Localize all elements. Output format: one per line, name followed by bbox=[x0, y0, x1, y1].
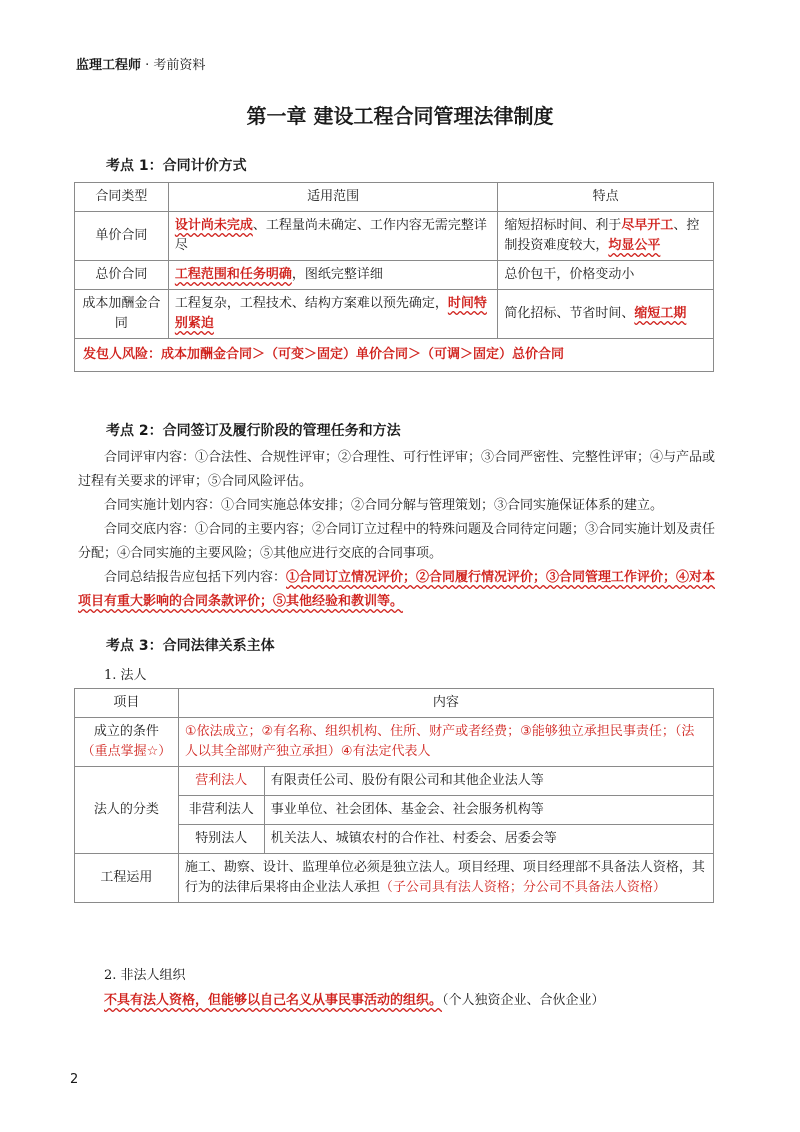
row-scope bbox=[168, 261, 497, 290]
paragraph-highlight: ①合同订立情况评价；②合同履行情况评价；③合同管理工作评价；④对本项目有重大影响的合同条款评价；⑤其他经验和教训等。 bbox=[78, 570, 716, 609]
header-main: 监理工程师 bbox=[76, 58, 142, 73]
non-legal-desc bbox=[104, 990, 724, 1012]
scope-text: 工程复杂，工程技术、结构方案难以预先确定， bbox=[174, 296, 448, 311]
category-name: 非营利法人 bbox=[178, 796, 264, 825]
feature-highlight: 均显公平 bbox=[608, 238, 661, 253]
row-type: 总价合同 bbox=[75, 261, 169, 290]
col-header-scope: 适用范围 bbox=[168, 183, 497, 212]
header-sep: · bbox=[141, 58, 154, 73]
section3-heading: 考点 3：合同法律关系主体 bbox=[106, 638, 275, 654]
scope-highlight: 工程范围和任务明确 bbox=[174, 267, 292, 282]
table-row bbox=[75, 854, 714, 903]
application-highlight: （子公司具有法人资格；分公司不具备法人资格） bbox=[379, 880, 666, 895]
application-content bbox=[178, 854, 713, 903]
subheading-non-legal: 2. 非法人组织 bbox=[104, 968, 186, 983]
application-label: 工程运用 bbox=[75, 854, 179, 903]
risk-note: 发包人风险：成本加酬金合同＞（可变＞固定）单价合同＞（可调＞固定）总价合同 bbox=[75, 339, 714, 372]
table-row bbox=[75, 290, 714, 339]
col-header-item: 项目 bbox=[75, 689, 179, 718]
category-name: 特别法人 bbox=[178, 825, 264, 854]
section2-body bbox=[78, 446, 718, 614]
establish-label-cell bbox=[75, 718, 179, 767]
non-legal-highlight: 不具有法人资格，但能够以自己名义从事民事活动的组织。 bbox=[104, 993, 443, 1008]
table-row bbox=[75, 767, 714, 796]
scope-text: 、工程量尚未确定、工作内容无需完整详尽 bbox=[174, 218, 487, 253]
application-text: 施工、勘察、设计、监理单位必须是独立法人。项目经理、项目经理部不具备法人资格，其行为的法律后果将由企业法人承担 bbox=[184, 860, 705, 895]
col-header-type: 合同类型 bbox=[75, 183, 169, 212]
col-header-content: 内容 bbox=[178, 689, 713, 718]
pricing-table-header bbox=[75, 183, 714, 212]
pricing-table bbox=[74, 182, 714, 372]
chapter-title: 第一章 建设工程合同管理法律制度 bbox=[246, 104, 554, 128]
row-type: 单价合同 bbox=[75, 212, 169, 261]
row-type: 成本加酬金合同 bbox=[75, 290, 169, 339]
category-label: 法人的分类 bbox=[75, 767, 179, 854]
row-scope bbox=[168, 212, 497, 261]
section2-heading: 考点 2：合同签订及履行阶段的管理任务和方法 bbox=[106, 423, 401, 439]
paragraph: 合同评审内容：①合法性、合规性评审；②合理性、可行性评审；③合同严密性、完整性评审；④与产品或过程有关要求的评审；⑤合同风险评估。 bbox=[78, 450, 716, 489]
table-row bbox=[75, 718, 714, 767]
scope-text: ，图纸完整详细 bbox=[291, 267, 383, 282]
establish-label: 成立的条件 bbox=[93, 724, 159, 739]
category-desc: 事业单位、社会团体、基金会、社会服务机构等 bbox=[264, 796, 713, 825]
non-legal-text: （个人独资企业、合伙企业） bbox=[442, 993, 605, 1008]
feature-text: 简化招标、节省时间、 bbox=[504, 306, 635, 321]
category-desc: 有限责任公司、股份有限公司和其他企业法人等 bbox=[264, 767, 713, 796]
section1-heading: 考点 1：合同计价方式 bbox=[106, 158, 247, 174]
feature-text: 、控制投资难度较大， bbox=[504, 218, 700, 253]
establish-content: ①依法成立；②有名称、组织机构、住所、财产或者经费；③能够独立承担民事责任；（法人以其全部财产独立承担）④有法定代表人 bbox=[178, 718, 713, 767]
paragraph-text: 合同总结报告应包括下列内容： bbox=[104, 570, 287, 585]
feature-highlight: 缩短工期 bbox=[634, 306, 687, 321]
category-desc: 机关法人、城镇农村的合作社、村委会、居委会等 bbox=[264, 825, 713, 854]
page-number: 2 bbox=[70, 1072, 79, 1087]
establish-label-note: （重点掌握☆） bbox=[81, 744, 172, 759]
scope-highlight: 设计尚未完成 bbox=[174, 218, 253, 233]
legal-table-header bbox=[75, 689, 714, 718]
paragraph bbox=[78, 566, 718, 614]
subheading-legal-person: 1. 法人 bbox=[104, 668, 147, 683]
col-header-feature: 特点 bbox=[498, 183, 714, 212]
risk-note-row bbox=[75, 339, 714, 372]
table-row bbox=[75, 212, 714, 261]
legal-person-table bbox=[74, 688, 714, 903]
table-row bbox=[75, 261, 714, 290]
row-scope bbox=[168, 290, 497, 339]
feature-highlight: 尽早开工 bbox=[621, 218, 674, 233]
header-sub: 考前资料 bbox=[153, 58, 206, 73]
row-feature: 总价包干，价格变动小 bbox=[498, 261, 714, 290]
feature-text: 缩短招标时间、利于 bbox=[504, 218, 622, 233]
category-name: 营利法人 bbox=[178, 767, 264, 796]
paragraph: 合同实施计划内容：①合同实施总体安排；②合同分解与管理策划；③合同实施保证体系的建立。 bbox=[104, 498, 664, 513]
page-header bbox=[76, 54, 205, 73]
scope-highlight: 时间特别紧迫 bbox=[174, 296, 487, 331]
row-feature bbox=[498, 212, 714, 261]
paragraph: 合同交底内容：①合同的主要内容；②合同订立过程中的特殊问题及合同待定问题；③合同实施计划及责任分配；④合同实施的主要风险；⑤其他应进行交底的合同事项。 bbox=[78, 522, 716, 561]
row-feature bbox=[498, 290, 714, 339]
